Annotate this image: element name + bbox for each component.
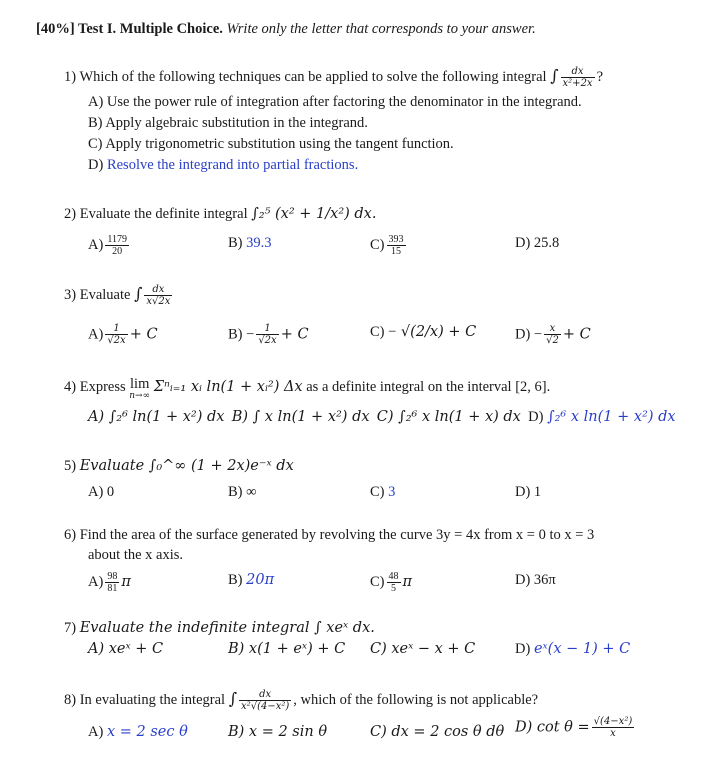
q8-option-b: B) x = 2 sin θ — [228, 724, 328, 740]
q4-option-c: C) ∫₂⁶ x ln(1 + x) dx — [376, 409, 521, 425]
q5-option-c-value: 3 — [388, 484, 396, 500]
q4-option-d-label: D) — [528, 409, 544, 425]
q3-frac-num: dx — [144, 284, 172, 296]
q2-c-den: 15 — [391, 246, 401, 257]
q2-option-c-label: C) — [370, 236, 385, 253]
q6-number: 6) — [64, 527, 77, 543]
q5-number: 5) — [64, 458, 77, 474]
q6-c-den: 5 — [391, 583, 396, 594]
test-label: [40%] Test I. Multiple Choice. — [36, 21, 223, 37]
q6-c-num: 48 — [388, 571, 399, 582]
q3-option-b-label: B) − — [228, 326, 255, 343]
question-5 — [64, 457, 294, 475]
q2-option-a-label: A) — [88, 236, 104, 253]
q3-a-den: √2x — [107, 335, 126, 346]
q4-tail: as a definite integral on the interval [2, 6]. — [306, 379, 551, 395]
question-4 — [64, 378, 550, 402]
q3-c-tail: + C — [448, 324, 477, 340]
q1-option-d-label: D) — [88, 157, 104, 173]
q3-fraction — [144, 284, 172, 307]
q5-option-b: B) ∞ — [228, 484, 257, 500]
q4-limit — [129, 378, 150, 402]
q4-lim-word: lim — [130, 376, 150, 392]
q7-option-c: C) xeˣ − x + C — [370, 641, 476, 657]
q6-a-den: 81 — [107, 583, 118, 594]
q3-d-den: √2 — [546, 335, 559, 346]
question-2 — [64, 205, 376, 223]
q8-integral-sign: ∫ — [228, 688, 238, 708]
q3-b-num: 1 — [256, 323, 278, 335]
q4-number: 4) — [64, 379, 77, 395]
q1-fraction — [561, 66, 595, 89]
q1-integral-sign: ∫ — [550, 65, 559, 85]
q3-option-c — [370, 323, 476, 341]
q6-option-a-fraction — [105, 571, 119, 594]
q8-d-num: √(4−x²) — [593, 716, 633, 727]
question-8 — [64, 689, 538, 712]
q6-option-d: D) 36π — [515, 572, 556, 588]
q2-option-b-label: B) — [228, 235, 243, 251]
q8-option-c: C) dx = 2 cos θ dθ — [370, 724, 505, 740]
q6-option-b — [228, 571, 274, 589]
q7-option-d-text: eˣ(x − 1) + C — [533, 641, 631, 657]
q3-option-d — [515, 323, 591, 346]
q7-option-d — [515, 640, 630, 658]
q2-option-c — [370, 234, 408, 257]
q2-option-b — [228, 234, 272, 252]
test-instruction: Write only the letter that corresponds to your answer. — [226, 21, 536, 37]
q3-number: 3) — [64, 286, 77, 303]
q8-option-a-label: A) — [88, 724, 104, 740]
q7-option-b: B) x(1 + eˣ) + C — [228, 641, 346, 657]
q8-option-d-label: D) cot θ = — [515, 719, 590, 736]
q7-number: 7) — [64, 620, 77, 636]
q6-option-c-label: C) — [370, 573, 385, 590]
q1-option-d-text: Resolve the integrand into partial fractions. — [106, 157, 359, 173]
q3-b-tail: + C — [280, 326, 309, 343]
q2-option-a — [88, 234, 131, 257]
q4-option-d-text: ∫₂⁶ x ln(1 + x²) dx — [547, 409, 676, 425]
q5-option-c-label: C) — [370, 484, 385, 500]
q6-a-num: 98 — [107, 571, 118, 582]
q5-option-c — [370, 483, 395, 501]
q8-frac-num: dx — [239, 689, 291, 701]
q3-option-d-fraction — [544, 323, 561, 346]
q2-a-den: 20 — [112, 246, 123, 257]
q5-text: Evaluate ∫₀^∞ (1 + 2x)e⁻ˣ dx — [79, 458, 294, 474]
q3-option-d-label: D) − — [515, 326, 543, 343]
q2-c-num: 393 — [388, 234, 404, 245]
q1-frac-den: x²+2x — [562, 78, 593, 89]
q8-tail: , which of the following is not applicable? — [293, 691, 539, 708]
q7-option-d-label: D) — [515, 641, 531, 657]
q2-option-a-fraction — [105, 234, 129, 257]
q6-option-b-value: 20π — [246, 572, 275, 588]
q1-number: 1) — [64, 68, 77, 85]
q3-d-tail: + C — [562, 326, 591, 343]
q6-option-c-fraction — [387, 571, 401, 594]
q8-option-a-text: x = 2 sec θ — [106, 724, 188, 740]
q8-d-den: x — [610, 728, 616, 739]
q3-integral-sign: ∫ — [134, 283, 143, 303]
q1-text: Which of the following techniques can be applied to solve the following integral — [79, 68, 547, 85]
q3-a-num: 1 — [105, 323, 127, 335]
q1-option-a: A) Use the power rule of integration after factoring the denominator in the integrand. — [88, 94, 582, 110]
q8-option-d-fraction — [592, 716, 635, 739]
q1-option-d — [88, 156, 358, 174]
q8-fraction — [239, 689, 291, 712]
q2-number: 2) — [64, 206, 77, 222]
q3-option-a — [88, 323, 158, 346]
q6-option-c — [370, 571, 412, 594]
q1-frac-num: dx — [561, 66, 595, 78]
q4-options — [88, 408, 676, 426]
q6-a-tail: π — [121, 573, 131, 590]
q3-option-a-label: A) — [88, 326, 104, 343]
q7-text: Evaluate the indefinite integral ∫ xeˣ dx. — [79, 620, 375, 636]
q6-c-tail: π — [402, 573, 413, 590]
q6-text: Find the area of the surface generated by revolving the curve 3y = 4x from x = 0 to x = 3 — [79, 527, 595, 543]
question-6 — [64, 526, 594, 544]
q4-option-b: B) ∫ x ln(1 + x²) dx — [231, 409, 370, 425]
q2-a-num: 1179 — [107, 234, 127, 245]
q4-option-a: A) ∫₂⁶ ln(1 + x²) dx — [88, 409, 225, 425]
q8-frac-den: x²√(4−x²) — [241, 701, 290, 712]
q3-frac-den: x√2x — [146, 296, 171, 307]
q4-text: Express — [79, 379, 126, 395]
q2-option-b-value: 39.3 — [246, 235, 272, 251]
q3-a-tail: + C — [129, 326, 158, 343]
q3-b-den: √2x — [258, 335, 277, 346]
q3-option-a-fraction — [105, 323, 127, 346]
q3-c-root: √(2/x) — [400, 324, 444, 340]
q2-option-c-fraction — [387, 234, 406, 257]
q6-option-a — [88, 571, 131, 594]
question-1 — [64, 66, 603, 89]
q5-option-a: A) 0 — [88, 484, 115, 500]
q1-option-c: C) Apply trigonometric substitution using the tangent function. — [88, 136, 454, 152]
q8-number: 8) — [64, 691, 77, 708]
q4-expression: Σⁿᵢ₌₁ xᵢ ln(1 + xᵢ²) Δx — [153, 379, 303, 395]
q2-text: Evaluate the definite integral — [79, 206, 248, 222]
q1-option-b: B) Apply algebraic substitution in the integrand. — [88, 115, 368, 131]
q1-qmark: ? — [596, 68, 604, 85]
q3-option-b — [228, 323, 309, 346]
q3-option-b-fraction — [256, 323, 278, 346]
test-header — [36, 20, 536, 38]
question-3 — [64, 284, 174, 307]
q8-option-d — [515, 716, 636, 739]
q2-option-d: D) 25.8 — [515, 235, 560, 251]
q7-option-a: A) xeˣ + C — [88, 641, 164, 657]
q4-lim-sub: n→∞ — [129, 391, 151, 401]
q6-option-a-label: A) — [88, 573, 104, 590]
q3-option-c-label: C) − — [370, 324, 397, 340]
question-7 — [64, 619, 375, 637]
q6-option-b-label: B) — [228, 572, 243, 588]
q3-d-num: x — [544, 323, 561, 335]
q8-text: In evaluating the integral — [79, 691, 226, 708]
q3-text: Evaluate — [79, 286, 131, 303]
q6-text-line2: about the x axis. — [88, 547, 184, 563]
q8-option-a — [88, 723, 188, 741]
q5-option-d: D) 1 — [515, 484, 542, 500]
q2-expression: ∫₂⁵ (x² + 1/x²) dx. — [251, 206, 377, 222]
